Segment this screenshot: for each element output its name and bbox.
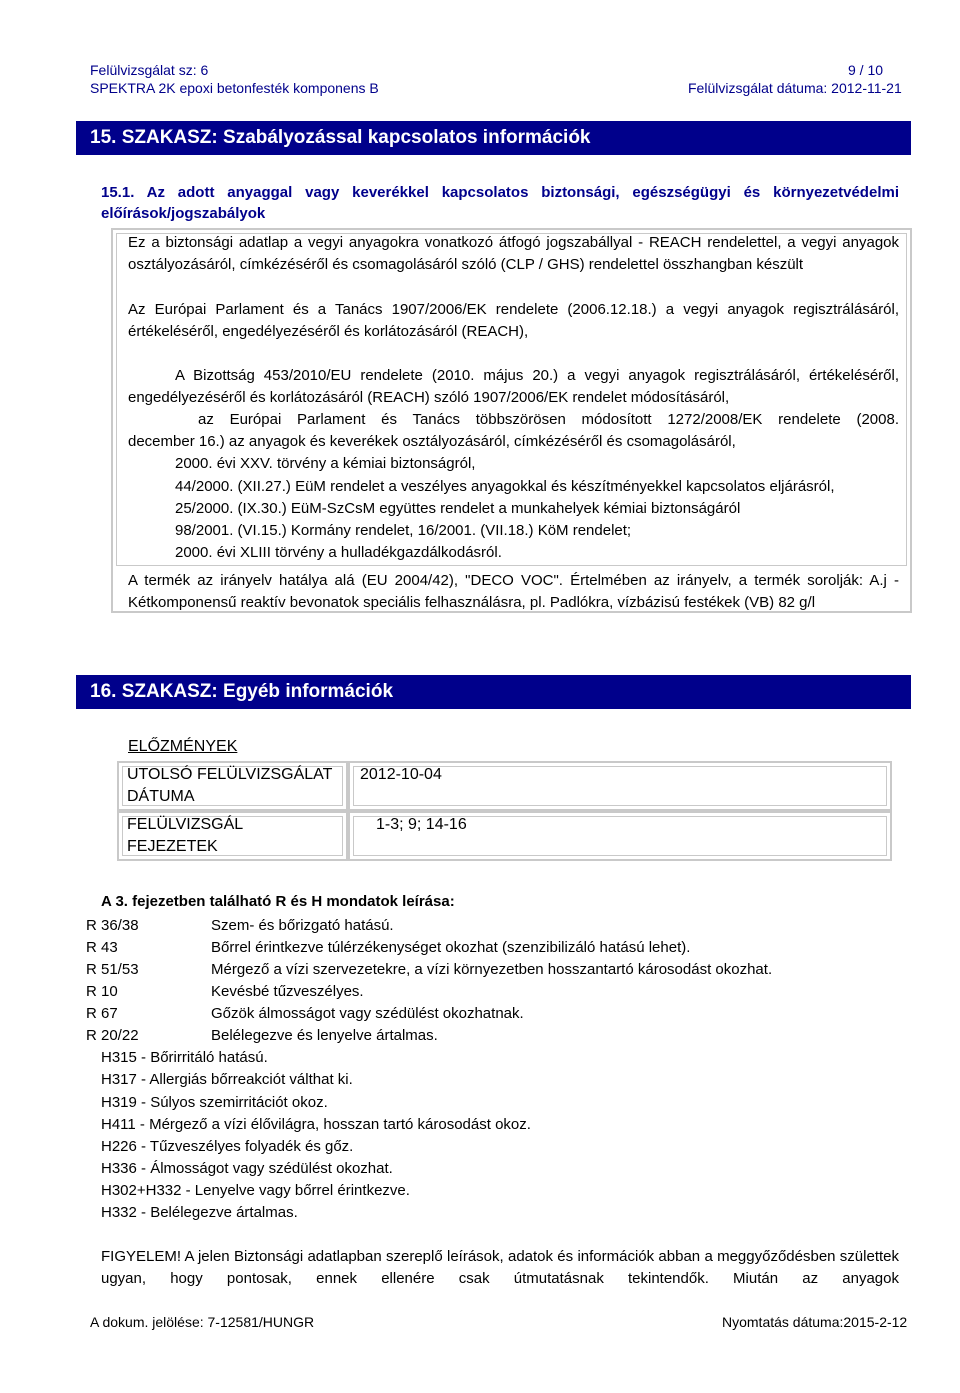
r-phrase-text: Bőrrel érintkezve túlérzékenységet okozhat (szenzibilizáló hatású lehet). xyxy=(211,939,691,956)
r-phrase-code: R 67 xyxy=(86,1005,118,1022)
clp-regulation-line: az Európai Parlament és Tanács többszörösen módosított 1272/2008/EK rendelete (2008. xyxy=(198,411,899,428)
revision-date: Felülvizsgálat dátuma: 2012-11-21 xyxy=(688,80,902,96)
revised-chapters-label: FELÜLVIZSGÁL FEJEZETEK xyxy=(127,816,243,855)
voc-statement: A termék az irányelv hatálya alá (EU 2004/42), "DECO VOC". Értelmében az irányelv, a termék sorolják: A.j - xyxy=(128,572,899,589)
h-phrase: H317 - Allergiás bőrreakciót válthat ki. xyxy=(101,1071,353,1088)
r-phrase-text: Gőzök álmosságot vagy szédülést okozhatnak. xyxy=(211,1005,524,1022)
h-phrase: H226 - Tűzveszélyes folyadék és gőz. xyxy=(101,1138,354,1155)
phrases-heading: A 3. fejezetben található R és H mondatok leírása: xyxy=(101,893,455,910)
section-15-heading: 15. SZAKASZ: Szabályozással kapcsolatos információk xyxy=(76,121,911,155)
law-item: 25/2000. (IX.30.) EüM-SzCsM együttes rendelet a munkahelyek kémiai biztonságáról xyxy=(175,500,741,517)
revision-number: Felülvizsgálat sz: 6 xyxy=(90,62,209,78)
r-phrase-text: Kevésbé tűzveszélyes. xyxy=(211,983,364,1000)
r-phrase-code: R 20/22 xyxy=(86,1027,139,1044)
reach-statement: Az Európai Parlament és a Tanács 1907/2006/EK rendelete (2006.12.18.) a vegyi anyagok regisztrálásáról, értékeléséről, engedélyezéséről és korlátozásáról (REACH), xyxy=(128,301,899,340)
h-phrase: H332 - Belélegezve ártalmas. xyxy=(101,1204,298,1221)
product-name: SPEKTRA 2K epoxi betonfesték komponens B xyxy=(90,80,379,96)
r-phrase-code: R 51/53 xyxy=(86,961,139,978)
print-date: Nyomtatás dátuma:2015-2-12 xyxy=(722,1314,908,1330)
last-revision-label: UTOLSÓ FELÜLVIZSGÁLAT DÁTUMA xyxy=(127,766,333,805)
law-item: 98/2001. (VI.15.) Kormány rendelet, 16/2001. (VII.18.) KöM rendelet; xyxy=(175,522,632,539)
r-phrase-text: Mérgező a vízi szervezetekre, a vízi környezetben hosszantartó károsodást okozhat. xyxy=(211,961,773,978)
section-16-heading: 16. SZAKASZ: Egyéb információk xyxy=(76,675,911,709)
history-heading: ELŐZMÉNYEK xyxy=(128,738,238,755)
commission-regulation-line-2: engedélyezéséről és korlátozásáról (REACH) szóló 1907/2006/EK rendelet módosításáról, xyxy=(128,389,730,406)
r-phrase-code: R 10 xyxy=(86,983,118,1000)
r-phrase-text: Szem- és bőrizgató hatású. xyxy=(211,917,394,934)
h-phrase: H319 - Súlyos szemirritációt okoz. xyxy=(101,1094,328,1111)
section-15-1-subheading: 15.1. Az adott anyaggal vagy keverékkel kapcsolatos biztonsági, egészségügyi és környezetvédelmi előírások/jogszabályok xyxy=(101,184,899,222)
law-item: 44/2000. (XII.27.) EüM rendelet a veszélyes anyagokkal és készítményekkel kapcsolatos eljárásról, xyxy=(175,478,835,495)
r-phrase-text: Belélegezve és lenyelve ártalmas. xyxy=(211,1027,438,1044)
law-item: 2000. évi XXV. törvény a kémiai biztonságról, xyxy=(175,455,476,472)
page-number: 9 / 10 xyxy=(848,62,884,78)
last-revision-value: 2012-10-04 xyxy=(360,766,442,783)
clp-statement: Ez a biztonsági adatlap a vegyi anyagokra vonatkozó átfogó jogszabállyal - REACH rendelettel, a vegyi anyagok osztályozásáról, címkézéséről és csomagolásáról szóló (CLP / GHS) rendelettel összhangban készült xyxy=(128,234,899,273)
h-phrase: H336 - Álmosságot vagy szédülést okozhat. xyxy=(101,1160,393,1177)
r-phrase-code: R 43 xyxy=(86,939,118,956)
h-phrase: H315 - Bőrirritáló hatású. xyxy=(101,1049,268,1066)
clp-regulation-line-2: december 16.) az anyagok és keverékek osztályozásáról, címkézéséről és csomagolásáról, xyxy=(128,433,736,450)
h-phrase: H411 - Mérgező a vízi élővilágra, hosszan tartó károsodást okoz. xyxy=(101,1116,531,1133)
law-item: 2000. évi XLIII törvény a hulladékgazdálkodásról. xyxy=(175,544,502,561)
document-id: A dokum. jelölése: 7-12581/HUNGR xyxy=(90,1314,315,1330)
notice-paragraph: FIGYELEM! A jelen Biztonsági adatlapban szereplő leírások, adatok és információk abban a meggyőződésben születtek ugyan, hogy pontosak, ennek ellenére csak útmutatásnak tekintendők. Miután az anyagok xyxy=(101,1248,899,1287)
h-phrase: H302+H332 - Lenyelve vagy bőrrel érintkezve. xyxy=(101,1182,410,1199)
voc-statement-2: Kétkomponensű reaktív bevonatok speciális felhasználásra, pl. Padlókra, vízbázisú festékek (VB) 82 g/l xyxy=(128,594,816,611)
revised-chapters-value: 1-3; 9; 14-16 xyxy=(376,816,467,833)
r-phrase-code: R 36/38 xyxy=(86,917,139,934)
commission-regulation-line: A Bizottság 453/2010/EU rendelete (2010. május 20.) a vegyi anyagok regisztrálásáról, értékeléséről, xyxy=(175,367,899,384)
